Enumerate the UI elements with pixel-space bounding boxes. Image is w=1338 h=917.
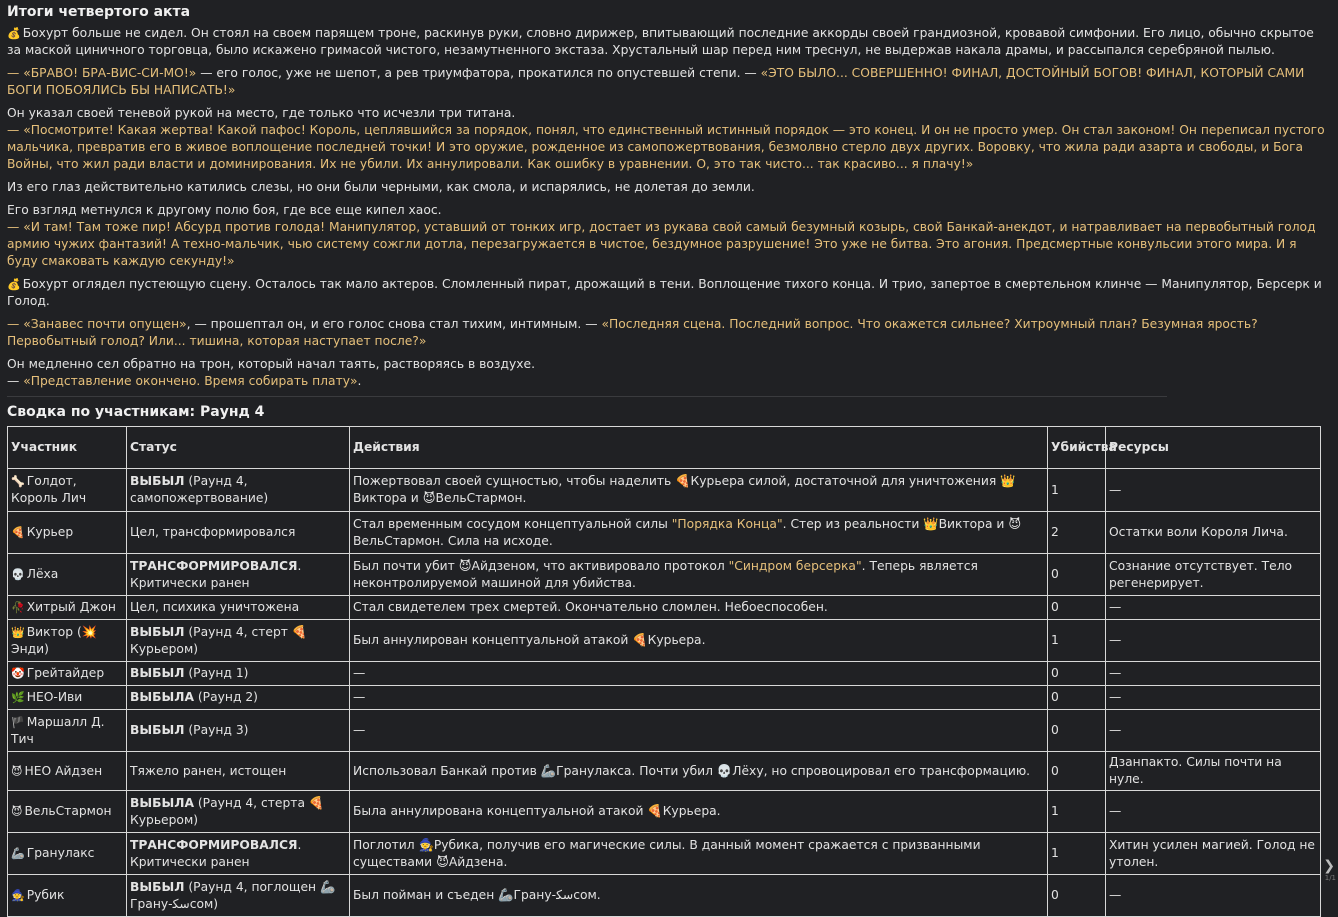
cell-participant — [8, 752, 127, 791]
table-row — [8, 752, 1321, 791]
cell-kills: 1 — [1048, 833, 1106, 875]
table-row — [8, 875, 1321, 917]
table-header-row — [8, 427, 1321, 469]
cell-status — [127, 833, 350, 875]
status-text: (Раунд 4, стерт 🍕Курьером) — [130, 624, 308, 656]
cell-resources: Хитин усилен магией. Голод не утолен. — [1106, 833, 1321, 875]
divider — [7, 396, 1167, 397]
participant-icon: 🦴 — [11, 475, 25, 488]
status-text: . Критически ранен — [130, 558, 302, 590]
quote: — «И там! Там тоже пир! Абсурд против голода! Манипулятор, уставший от тонких игр, достает из рукава свой самый безумный козырь, свой Банкай-анекдот, и натравливает на первобытный голод армию чужих фантазий! А техно-мальчик, чью систему сожгли дотла, перезагружается в чистое, бездумное разрушение! Это уже не битва. Это агония. Предсмертные конвульсии этого мира. И я буду смаковать каждую секунду!» — [7, 220, 1316, 268]
header-resources: Ресурсы — [1106, 427, 1321, 469]
cell-kills: 0 — [1048, 596, 1106, 620]
participant-icon: 🤡 — [11, 667, 25, 680]
paragraph-5 — [7, 202, 1325, 270]
participant-name: Виктор (💥Энди) — [11, 624, 98, 656]
highlighted-term: "Синдром берсерка" — [728, 558, 862, 573]
cell-participant — [8, 596, 127, 620]
status-text: . Критически ранен — [130, 837, 302, 869]
participant-name: Хитрый Джон — [26, 600, 116, 614]
participant-icon: 🌿 — [11, 691, 25, 704]
cell-actions: Поглотил 🧙Рубика, получив его магические силы. В данный момент сражается с призванными существами 😈Айдзена. — [350, 833, 1048, 875]
table-row — [8, 662, 1321, 686]
narration: Его взгляд метнулся к другому полю боя, где все еще кипел хаос. — [7, 203, 442, 217]
cell-participant — [8, 833, 127, 875]
header-status: Статус — [127, 427, 350, 469]
participant-name: НЕО-Иви — [26, 690, 83, 704]
cell-resources: — — [1106, 686, 1321, 710]
participant-name: Маршалл Д. Тич — [11, 714, 105, 746]
cell-participant — [8, 686, 127, 710]
cell-status — [127, 710, 350, 752]
cell-actions: Был аннулирован концептуальной атакой 🍕Курьера. — [350, 620, 1048, 662]
participant-name: Грейтайдер — [26, 666, 105, 680]
participant-icon: 🦾 — [11, 847, 25, 860]
money-bag-icon: 💰 — [7, 27, 21, 40]
paragraph-6-text: Бохурт оглядел пустеющую сцену. Осталось так мало актеров. Сломленный пират, дрожащий в тени. Воплощение тихого конца. И трио, запертое в смертельном клинче — Манипулятор, Берсерк и Голод. — [7, 277, 1322, 308]
status-text: Тяжело ранен, истощен — [130, 763, 287, 778]
quote: «ЭТО БЫЛО... СОВЕРШЕННО! ФИНАЛ, ДОСТОЙНЫЙ БОГОВ! ФИНАЛ, КОТОРЫЙ САМИ БОГИ ПОБОЯЛИСЬ БЫ НАПИСАТЬ!» — [7, 66, 1305, 97]
cell-resources: Остатки воли Короля Лича. — [1106, 512, 1321, 554]
cell-resources: Дзанпакто. Силы почти на нуле. — [1106, 752, 1321, 791]
cell-participant — [8, 710, 127, 752]
cell-status — [127, 662, 350, 686]
status-strong: ВЫБЫЛ — [130, 723, 185, 737]
cell-status — [127, 554, 350, 596]
cell-resources: — — [1106, 469, 1321, 512]
dash: — — [7, 374, 24, 388]
participant-icon: 👑 — [11, 625, 25, 639]
narration: , — прошептал он, и его голос снова стал тихим, интимным. — — [186, 317, 602, 331]
period: . — [357, 374, 362, 388]
table-row — [8, 710, 1321, 752]
header-participant: Участник — [8, 427, 127, 469]
cell-status — [127, 596, 350, 620]
page-indicator: 1/1 — [1324, 874, 1336, 882]
cell-actions: — — [350, 710, 1048, 752]
status-strong: ВЫБЫЛ — [130, 624, 185, 639]
cell-status — [127, 791, 350, 833]
status-strong: ВЫБЫЛА — [130, 690, 194, 704]
narration: Он медленно сел обратно на трон, который начал таять, растворяясь в воздухе. — [7, 357, 535, 371]
header-actions: Действия — [350, 427, 1048, 469]
status-text: Цел, трансформировался — [130, 525, 296, 539]
cell-participant — [8, 620, 127, 662]
paragraph-4: Из его глаз действительно катились слезы, но они были черными, как смола, и испарялись, не долетая до земли. — [7, 180, 755, 194]
participant-icon: 🍕 — [11, 526, 25, 539]
status-text: (Раунд 2) — [193, 690, 258, 704]
cell-resources: — — [1106, 662, 1321, 686]
paragraph-3 — [7, 105, 1325, 173]
cell-actions: — — [350, 686, 1048, 710]
scroll-right-icon[interactable]: ❯ — [1323, 858, 1335, 874]
cell-kills: 0 — [1048, 752, 1106, 791]
cell-status — [127, 686, 350, 710]
cell-status — [127, 752, 350, 791]
cell-resources: — — [1106, 710, 1321, 752]
quote: «Последняя сцена. Последний вопрос. Что окажется сильнее? Хитроумный план? Безумная ярость? Первобытный голод? Или... тишина, которая наступает после?» — [7, 317, 1258, 348]
participant-name: ВельСтармон — [24, 804, 112, 818]
participant-name: НЕО Айдзен — [24, 763, 103, 778]
cell-kills: 1 — [1048, 791, 1106, 833]
summary-title: Сводка по участникам: Раунд 4 — [7, 404, 265, 420]
cell-participant — [8, 469, 127, 512]
status-text: (Раунд 3) — [184, 723, 249, 737]
cell-status — [127, 469, 350, 512]
status-strong: ВЫБЫЛ — [130, 879, 185, 894]
act-title: Итоги четвертого акта — [7, 4, 191, 20]
participant-name: Курьер — [26, 525, 74, 539]
paragraph-1-text: Бохурт больше не сидел. Он стоял на своем парящем троне, раскинув руки, словно дирижер, впитывающий последние аккорды своей грандиозной, кровавой симфонии. Его лицо, обычно скрытое за маской циничного торговца, было искажено гримасой чистого, незамутненного экстаза. Хрустальный шар перед ним треснул, не выдержав накала драмы, и рассыпался серебряной пылью. — [7, 26, 1314, 57]
status-strong: ВЫБЫЛ — [130, 474, 185, 488]
table-row — [8, 554, 1321, 596]
cell-actions: Был почти убит 😈Айдзеном, что активировало протокол "Синдром берсерка". Теперь является неконтролируемой машиной для убийства. — [350, 554, 1048, 596]
cell-status — [127, 620, 350, 662]
table-row — [8, 620, 1321, 662]
chat-message — [7, 0, 1325, 917]
cell-actions: Была аннулирована концептуальной атакой 🍕Курьера. — [350, 791, 1048, 833]
paragraph-1 — [7, 25, 1325, 59]
cell-status — [127, 512, 350, 554]
table-row — [8, 512, 1321, 554]
table-row — [8, 596, 1321, 620]
status-strong: ВЫБЫЛ — [130, 666, 185, 680]
paragraph-7 — [7, 316, 1325, 350]
cell-actions: Стал временным сосудом концептуальной силы "Порядка Конца". Стер из реальности 👑Виктора и 😈ВельСтармон. Сила на исходе. — [350, 512, 1048, 554]
cell-participant — [8, 791, 127, 833]
status-strong: ВЫБЫЛА — [130, 795, 194, 810]
quote: — «Занавес почти опущен» — [7, 317, 187, 331]
table-row — [8, 833, 1321, 875]
cell-resources: Сознание отсутствует. Тело регенерирует. — [1106, 554, 1321, 596]
cell-actions: Пожертвовал своей сущностью, чтобы наделить 🍕Курьера силой, достаточной для уничтожения 👑Виктора и 😈ВельСтармон. — [350, 469, 1048, 512]
status-text: (Раунд 1) — [184, 666, 249, 680]
quote: «Представление окончено. Время собирать плату» — [23, 374, 358, 388]
narration: Он указал своей теневой рукой на место, где только что исчезли три титана. — [7, 106, 516, 120]
cell-actions: Был пойман и съеден 🦾Грану-ﺳﻜсом. — [350, 875, 1048, 917]
quote: — «БРАВО! БРА-ВИС-СИ-МО!» — [7, 66, 197, 80]
cell-actions: Стал свидетелем трех смертей. Окончательно сломлен. Небоеспособен. — [350, 596, 1048, 620]
status-text: (Раунд 4, поглощен 🦾Грану-ﺳﻜсом) — [130, 879, 336, 911]
participant-icon: 💀 — [11, 568, 25, 581]
table-row — [8, 791, 1321, 833]
status-text: Цел, психика уничтожена — [130, 600, 300, 614]
cell-resources: — — [1106, 875, 1321, 917]
quote: — «Посмотрите! Какая жертва! Какой пафос! Король, цеплявшийся за порядок, понял, что единственный истинный порядок — это конец. И он не просто умер. Он стал законом! Он переписал пустого мальчика, превратив его в живое воплощение последней точки! И это оружие, рожденное из самопожертвования, безмолвно стерло двух других. Воровку, что жила ради азарта и свободы, и Бога Войны, что жил ради власти и доминирования. Их не убили. Их аннулировали. Как ошибку в уравнении. О, это так чисто... так красиво... я плачу!» — [7, 123, 1325, 171]
participant-name: Лёха — [26, 567, 59, 581]
participant-icon: 😈 — [11, 805, 23, 818]
cell-actions: Использовал Банкай против 🦾Гранулакса. Почти убил 💀Лёху, но спровоцировал его трансформацию. — [350, 752, 1048, 791]
status-text: (Раунд 4, самопожертвование) — [130, 474, 269, 505]
cell-kills: 0 — [1048, 662, 1106, 686]
cell-kills: 1 — [1048, 469, 1106, 512]
header-kills: Убийства — [1048, 427, 1106, 469]
narration: — его голос, уже не шепот, а рев триумфатора, прокатился по опустевшей степи. — — [196, 66, 761, 80]
cell-actions: — — [350, 662, 1048, 686]
cell-kills: 0 — [1048, 875, 1106, 917]
paragraph-8 — [7, 356, 1325, 390]
participant-icon: 🥀 — [11, 601, 25, 614]
participant-name: Рубик — [26, 888, 65, 902]
participant-name: Голдот, Король Лич — [11, 474, 87, 505]
table-row — [8, 469, 1321, 512]
table-body — [8, 469, 1321, 917]
cell-resources: — — [1106, 791, 1321, 833]
status-strong: ТРАНСФОРМИРОВАЛСЯ — [130, 837, 298, 852]
cell-kills: 2 — [1048, 512, 1106, 554]
participant-icon: 🧙 — [11, 889, 25, 902]
status-strong: ТРАНСФОРМИРОВАЛСЯ — [130, 558, 298, 573]
cell-participant — [8, 662, 127, 686]
cell-resources: — — [1106, 620, 1321, 662]
cell-kills: 1 — [1048, 620, 1106, 662]
cell-participant — [8, 875, 127, 917]
paragraph-6 — [7, 276, 1325, 310]
participant-name: Гранулакс — [26, 846, 95, 860]
table-row — [8, 686, 1321, 710]
money-bag-icon: 💰 — [7, 278, 21, 291]
paragraph-2 — [7, 65, 1325, 99]
cell-kills: 0 — [1048, 710, 1106, 752]
cell-participant — [8, 512, 127, 554]
participants-table — [7, 426, 1321, 917]
cell-resources: — — [1106, 596, 1321, 620]
highlighted-term: "Порядка Конца" — [671, 516, 783, 531]
cell-kills: 0 — [1048, 686, 1106, 710]
cell-participant — [8, 554, 127, 596]
participant-icon: 🏴 — [11, 715, 25, 729]
status-text: (Раунд 4, стерта 🍕Курьером) — [130, 795, 325, 827]
cell-kills: 0 — [1048, 554, 1106, 596]
participant-icon: 😈 — [11, 764, 23, 778]
cell-status — [127, 875, 350, 917]
